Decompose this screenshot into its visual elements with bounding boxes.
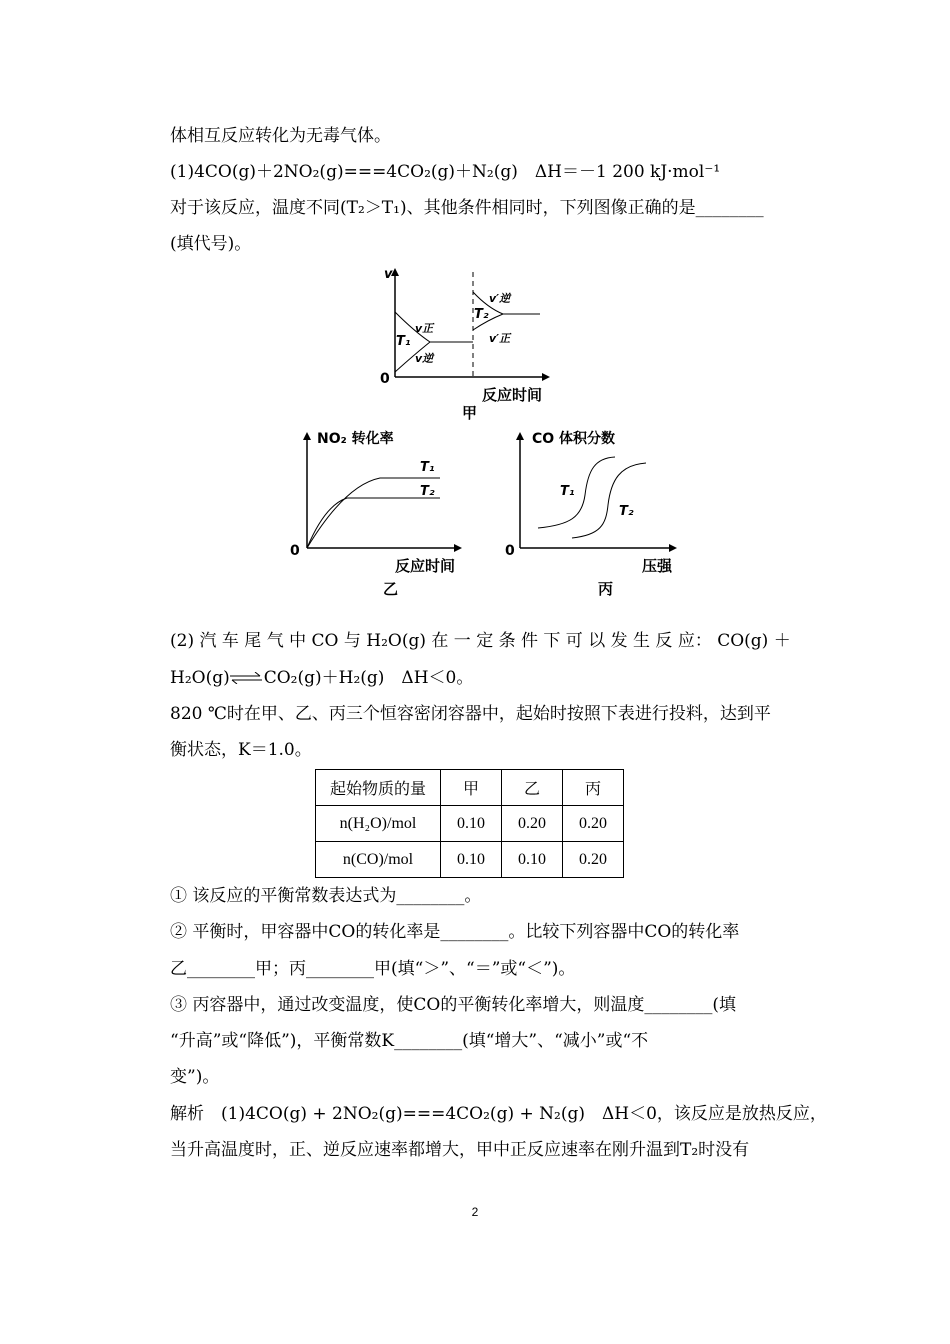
jia-x-label: 反应时间 <box>482 386 543 404</box>
jia-x-arrow <box>542 373 550 381</box>
table-cell: 0.20 <box>563 806 624 842</box>
equilibrium-arrow-icon <box>228 672 264 684</box>
jia-v2-rev: v′逆 <box>489 292 511 305</box>
bing-t1: T₁ <box>560 484 575 499</box>
bing-x-label: 压强 <box>642 557 673 575</box>
table-cell: n(H₂O)/mol <box>316 806 441 842</box>
figure-yi <box>285 425 480 580</box>
jia-origin: 0 <box>380 371 390 387</box>
yi-x-label: 反应时间 <box>395 557 456 575</box>
bing-t2: T₂ <box>619 504 634 519</box>
jia-t1: T₁ <box>396 334 411 349</box>
jia-v-fwd: v正 <box>415 322 434 335</box>
yi-t2: T₂ <box>420 484 435 499</box>
text-line-13: “升高”或“降低”)，平衡常数K________(填“增大”、“减小”或“不 <box>170 1031 649 1051</box>
text-line-8: 衡状态，K＝1.0。 <box>170 740 312 760</box>
text-line-16: 当升高温度时，正、逆反应速率都增大，甲中正反应速率在刚升温到T₂时没有 <box>170 1140 750 1160</box>
bing-curve-t2 <box>572 463 646 538</box>
bing-x-arrow <box>669 544 677 552</box>
yi-origin: 0 <box>290 543 300 559</box>
yi-t1: T₁ <box>420 460 435 475</box>
table-cell: 0.20 <box>502 806 563 842</box>
table-cell: 0.10 <box>441 806 502 842</box>
bing-y-arrow <box>516 432 524 440</box>
jia-y-label: v <box>384 267 393 282</box>
table-cell: 0.10 <box>441 842 502 878</box>
jia-t2: T₂ <box>474 307 489 322</box>
text-line-3: 对于该反应，温度不同(T₂＞T₁)、其他条件相同时，下列图像正确的是________ <box>170 198 764 218</box>
table-cell: 0.20 <box>563 842 624 878</box>
text-line-4: (填代号)。 <box>170 234 252 254</box>
table-header-row <box>316 770 624 806</box>
text-line-1: 体相互反应转化为无毒气体。 <box>170 126 391 146</box>
text-line-5: (2) 汽 车 尾 气 中 CO 与 H₂O(g) 在 一 定 条 件 下 可 以 发 生 反 应： CO(g) ＋ <box>170 631 791 651</box>
table-header: 丙 <box>563 770 624 806</box>
text-line-9: ① 该反应的平衡常数表达式为________。 <box>170 886 482 906</box>
caption-yi: 乙 <box>383 580 399 598</box>
text-line-11: 乙________甲；丙________甲(填“＞”、“＝”或“＜”)。 <box>170 959 576 979</box>
text-line-7: 820 ℃时在甲、乙、丙三个恒容密闭容器中，起始时按照下表进行投料，达到平 <box>170 704 771 724</box>
table-row <box>316 806 624 842</box>
text-line-15: 解析 (1)4CO(g) + 2NO₂(g)===4CO₂(g) + N₂(g) ΔH＜0，该反应是放热反应， <box>170 1104 827 1124</box>
text-line-6: H₂O(g) CO₂(g)＋H₂(g) ΔH＜0。 <box>170 668 474 688</box>
table-header: 乙 <box>502 770 563 806</box>
text-line-14: 变”)。 <box>170 1067 220 1087</box>
table-header: 甲 <box>441 770 502 806</box>
data-table <box>315 769 624 878</box>
bing-origin: 0 <box>505 543 515 559</box>
table-cell: 0.10 <box>502 842 563 878</box>
text-line-2: (1)4CO(g)＋2NO₂(g)===4CO₂(g)＋N₂(g) ΔH＝－1 200 kJ·mol⁻¹ <box>170 162 721 182</box>
bing-y-label: CO 体积分数 <box>532 431 616 447</box>
jia-v2-fwd: v′正 <box>489 332 511 345</box>
yi-y-label: NO₂ 转化率 <box>317 431 394 447</box>
jia-v-rev: v逆 <box>415 352 434 365</box>
table-header: 起始物质的量 <box>316 770 441 806</box>
yi-curve-t2 <box>307 498 440 548</box>
yi-y-arrow <box>303 432 311 440</box>
text-line-12: ③ 丙容器中，通过改变温度，使CO的平衡转化率增大，则温度________(填 <box>170 995 736 1015</box>
caption-jia: 甲 <box>462 404 478 422</box>
text-line-10: ② 平衡时，甲容器中CO的转化率是________。比较下列容器中CO的转化率 <box>170 922 740 942</box>
table-cell: n(CO)/mol <box>316 842 441 878</box>
page-number: 2 <box>471 1205 479 1219</box>
bing-curve-t1 <box>538 457 615 528</box>
yi-x-arrow <box>454 544 462 552</box>
figure-jia <box>370 262 570 412</box>
table-row <box>316 842 624 878</box>
figure-bing <box>500 425 695 580</box>
caption-bing: 丙 <box>598 580 614 598</box>
